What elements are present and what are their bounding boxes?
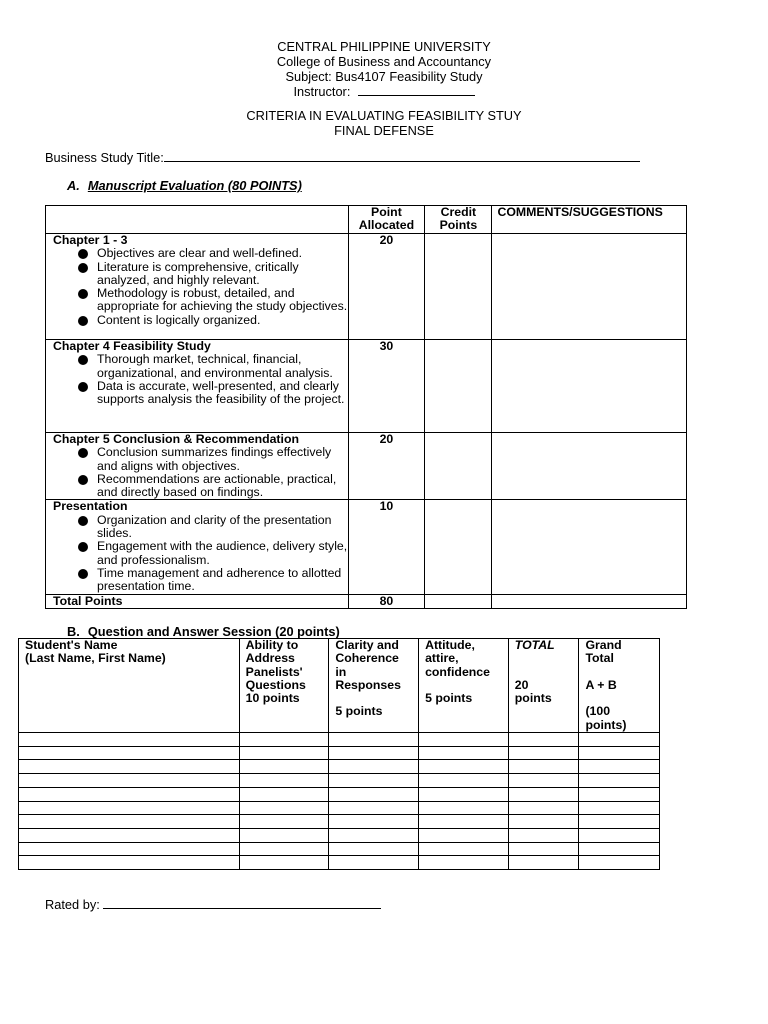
criteria-bullet: Time management and adherence to allotted presentation time.: [78, 567, 348, 594]
credit-points-cell[interactable]: [425, 500, 492, 594]
point-allocated-cell: 10: [348, 500, 425, 594]
qa-entry-cell[interactable]: [579, 828, 660, 842]
qa-entry-cell[interactable]: [19, 828, 240, 842]
total-label: Total Points: [46, 594, 349, 608]
criteria-cell: [46, 433, 349, 500]
qa-header-row: [19, 639, 660, 733]
criteria-title: Chapter 4 Feasibility Study: [53, 339, 211, 353]
qa-entry-cell[interactable]: [579, 856, 660, 870]
section-a-title: Manuscript Evaluation (80 POINTS): [87, 178, 302, 193]
qa-entry-cell[interactable]: [239, 733, 329, 747]
header-attitude: Attitude, attire, confidence 5 points: [419, 639, 509, 733]
criteria-bullet: Methodology is robust, detailed, and appropriate for achieving the study objectives.: [78, 287, 348, 314]
qa-session-table: [18, 638, 660, 870]
total-row: [46, 594, 687, 608]
qa-entry-cell[interactable]: [508, 733, 579, 747]
instructor-line: Instructor:: [0, 84, 768, 99]
qa-entry-cell[interactable]: [508, 801, 579, 815]
qa-entry-cell[interactable]: [579, 787, 660, 801]
qa-entry-cell[interactable]: [19, 774, 240, 788]
qa-entry-cell[interactable]: [19, 815, 240, 829]
criteria-title: Chapter 1 - 3: [53, 233, 128, 247]
criteria-row: [46, 433, 687, 500]
table-row: [19, 815, 660, 829]
qa-entry-cell[interactable]: [329, 828, 419, 842]
qa-entry-cell[interactable]: [579, 760, 660, 774]
criteria-bullet: Literature is comprehensive, critically analyzed, and highly relevant.: [78, 261, 348, 288]
qa-entry-cell[interactable]: [579, 746, 660, 760]
table-row: [19, 746, 660, 760]
qa-entry-cell[interactable]: [329, 815, 419, 829]
section-a-heading: [67, 178, 302, 193]
qa-entry-cell[interactable]: [239, 787, 329, 801]
point-allocated-cell: 20: [348, 433, 425, 500]
rated-by: [45, 897, 381, 912]
criteria-cell: [46, 500, 349, 594]
criteria-row: [46, 500, 687, 594]
section-a-letter: A.: [67, 178, 80, 193]
qa-entry-cell[interactable]: [419, 787, 509, 801]
college-name: College of Business and Accountancy: [276, 54, 492, 69]
qa-entry-cell[interactable]: [19, 746, 240, 760]
comments-cell[interactable]: [492, 433, 687, 500]
section-b-heading: [67, 624, 340, 639]
qa-entry-cell[interactable]: [19, 842, 240, 856]
qa-entry-cell[interactable]: [419, 801, 509, 815]
table-row: [19, 733, 660, 747]
qa-entry-cell[interactable]: [419, 828, 509, 842]
criteria-row: [46, 340, 687, 433]
table-row: [19, 842, 660, 856]
rated-by-label: Rated by:: [45, 897, 100, 912]
subject-line: Subject: Bus4107 Feasibility Study: [285, 69, 483, 84]
criteria-bullet: Engagement with the audience, delivery style, and professionalism.: [78, 540, 348, 567]
qa-entry-cell[interactable]: [239, 856, 329, 870]
rated-by-blank[interactable]: [103, 897, 381, 909]
total-comments-cell[interactable]: [492, 594, 687, 608]
document-header: [0, 39, 768, 99]
criteria-title: CRITERIA IN EVALUATING FEASIBILITY STUY: [246, 108, 522, 123]
criteria-bullet: Objectives are clear and well-defined.: [78, 247, 348, 260]
criteria-bullet: Data is accurate, well-presented, and clearly supports analysis the feasibility of the project.: [78, 380, 348, 407]
qa-entry-cell[interactable]: [329, 760, 419, 774]
qa-entry-cell[interactable]: [508, 815, 579, 829]
qa-entry-cell[interactable]: [419, 774, 509, 788]
criteria-title: Presentation: [53, 499, 128, 514]
table-row: [19, 801, 660, 815]
qa-blank-rows: [19, 733, 660, 870]
qa-entry-cell[interactable]: [19, 856, 240, 870]
criteria-bullet: Content is logically organized.: [78, 314, 348, 327]
comments-cell[interactable]: [492, 234, 687, 340]
table-row: [19, 760, 660, 774]
comments-cell[interactable]: [492, 500, 687, 594]
defense-title: FINAL DEFENSE: [334, 123, 434, 138]
qa-entry-cell[interactable]: [239, 760, 329, 774]
header-comments: COMMENTS/SUGGESTIONS: [492, 206, 687, 234]
qa-entry-cell[interactable]: [329, 856, 419, 870]
header-credit-points: Credit Points: [425, 206, 492, 234]
criteria-header: [0, 108, 768, 138]
university-name: CENTRAL PHILIPPINE UNIVERSITY: [277, 39, 491, 54]
header-ability: Ability to Address Panelists' Questions 10 points: [239, 639, 329, 733]
criteria-bullet: Organization and clarity of the presentation slides.: [78, 514, 348, 541]
point-allocated-cell: 20: [348, 234, 425, 340]
qa-entry-cell[interactable]: [329, 774, 419, 788]
point-allocated-cell: 30: [348, 340, 425, 433]
section-b-letter: B.: [67, 624, 80, 639]
table-row: [19, 787, 660, 801]
credit-points-cell[interactable]: [425, 433, 492, 500]
qa-entry-cell[interactable]: [19, 801, 240, 815]
qa-entry-cell[interactable]: [419, 760, 509, 774]
qa-entry-cell[interactable]: [419, 733, 509, 747]
qa-entry-cell[interactable]: [19, 760, 240, 774]
qa-entry-cell[interactable]: [329, 746, 419, 760]
criteria-row: [46, 234, 687, 340]
qa-entry-cell[interactable]: [419, 842, 509, 856]
total-points-value: 80: [348, 594, 425, 608]
table-row: [19, 774, 660, 788]
criteria-bullet: Thorough market, technical, financial, organizational, and environmental analysis.: [78, 353, 348, 380]
qa-entry-cell[interactable]: [579, 733, 660, 747]
qa-entry-cell[interactable]: [329, 801, 419, 815]
qa-entry-cell[interactable]: [419, 746, 509, 760]
qa-entry-cell[interactable]: [239, 801, 329, 815]
qa-entry-cell[interactable]: [419, 856, 509, 870]
criteria-title: Chapter 5 Conclusion & Recommendation: [53, 432, 299, 446]
qa-entry-cell[interactable]: [508, 856, 579, 870]
header-grand-total: Grand Total A + B (100 points): [579, 639, 660, 733]
criteria-cell: [46, 234, 349, 340]
header-point-allocated: Point Allocated: [348, 206, 425, 234]
header-total: TOTAL 20 points: [508, 639, 579, 733]
comments-cell[interactable]: [492, 340, 687, 433]
qa-entry-cell[interactable]: [239, 828, 329, 842]
qa-entry-cell[interactable]: [579, 815, 660, 829]
qa-entry-cell[interactable]: [239, 774, 329, 788]
table-header-row: [46, 206, 687, 234]
business-study-title-label: Business Study Title:: [45, 150, 164, 165]
qa-entry-cell[interactable]: [19, 733, 240, 747]
qa-entry-cell[interactable]: [419, 815, 509, 829]
header-clarity: Clarity and Coherence in Responses 5 points: [329, 639, 419, 733]
qa-entry-cell[interactable]: [239, 746, 329, 760]
header-student-name: Student's Name (Last Name, First Name): [19, 639, 240, 733]
qa-entry-cell[interactable]: [329, 842, 419, 856]
qa-entry-cell[interactable]: [508, 760, 579, 774]
credit-points-cell[interactable]: [425, 340, 492, 433]
header-criteria-cell: [46, 206, 349, 234]
business-study-title: [45, 150, 640, 165]
criteria-bullet: Conclusion summarizes findings effectively and aligns with objectives.: [78, 446, 348, 473]
table-row: [19, 856, 660, 870]
criteria-bullet: Recommendations are actionable, practical, and directly based on findings.: [78, 473, 348, 500]
qa-entry-cell[interactable]: [508, 787, 579, 801]
qa-entry-cell[interactable]: [508, 828, 579, 842]
qa-entry-cell[interactable]: [579, 774, 660, 788]
table-row: [19, 828, 660, 842]
manuscript-evaluation-table: [45, 205, 687, 609]
criteria-cell: [46, 340, 349, 433]
qa-entry-cell[interactable]: [239, 815, 329, 829]
qa-entry-cell[interactable]: [329, 733, 419, 747]
qa-entry-cell[interactable]: [579, 842, 660, 856]
qa-entry-cell[interactable]: [19, 787, 240, 801]
qa-entry-cell[interactable]: [508, 746, 579, 760]
qa-entry-cell[interactable]: [508, 774, 579, 788]
total-credit-cell[interactable]: [425, 594, 492, 608]
qa-entry-cell[interactable]: [579, 801, 660, 815]
credit-points-cell[interactable]: [425, 234, 492, 340]
instructor-blank[interactable]: [358, 84, 475, 96]
qa-entry-cell[interactable]: [329, 787, 419, 801]
qa-entry-cell[interactable]: [239, 842, 329, 856]
qa-entry-cell[interactable]: [508, 842, 579, 856]
business-study-title-blank[interactable]: [164, 150, 640, 162]
section-b-title: Question and Answer Session (20 points): [87, 624, 340, 639]
